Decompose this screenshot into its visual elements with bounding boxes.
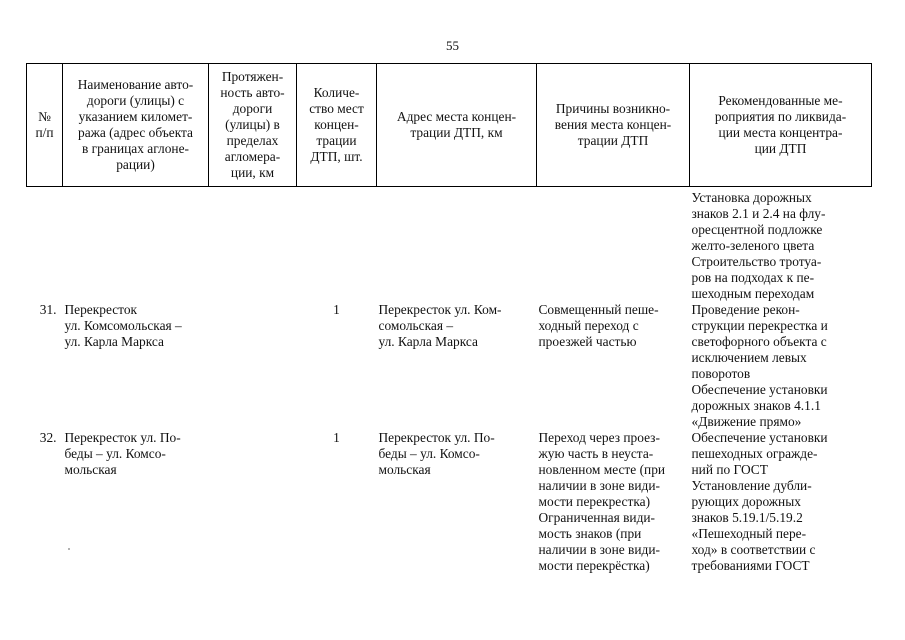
- length-cell: [209, 430, 297, 574]
- header-length: Протяжен- ность авто- дороги (улицы) в пределах агломера- ции, км: [209, 64, 297, 187]
- header-address: Адрес места концен- трации ДТП, км: [377, 64, 537, 187]
- count-cell: 1: [333, 302, 340, 317]
- causes-cell: Переход через проез- жую часть в неуста- новленном месте (при наличии в зоне види- мости перекрестка) Ограниченная види- мость знаков (при наличии в зоне види- мости перекрёстка): [538, 430, 666, 573]
- row-number: 31.: [39, 302, 57, 317]
- count-cell: 1: [333, 430, 340, 445]
- table-row-continuation: [27, 187, 872, 303]
- road-name-cell: Перекресток ул. По- беды – ул. Комсо- мольская: [64, 430, 181, 477]
- table-header-row: [27, 64, 872, 187]
- address-cell: Перекресток ул. По- беды – ул. Комсо- мольская: [378, 430, 495, 477]
- address-cell: Перекресток ул. Ком- сомольская – ул. Карла Маркса: [378, 302, 502, 349]
- row-number: 32.: [39, 430, 57, 445]
- header-num: № п/п: [27, 64, 63, 187]
- dtp-table: [26, 63, 872, 574]
- table-row: [27, 430, 872, 574]
- measures-cell: Обеспечение установки пешеходных огражде- ний по ГОСТ Установление дубли- рующих дорожных знаков 5.19.1/5.19.2 «Пешеходный пере- ход» в соответствии с требованиями ГОСТ: [691, 430, 828, 573]
- header-causes: Причины возникно- вения места концен- трации ДТП: [537, 64, 690, 187]
- road-name-cell: Перекресток ул. Комсомольская – ул. Карла Маркса: [64, 302, 182, 349]
- scan-speck: [68, 548, 70, 550]
- continued-measures-cell: Установка дорожных знаков 2.1 и 2.4 на флу- оресцентной подложке желто-зеленого цвета Строительство тротуа- ров на подходах к пе- шеходным переходам: [691, 190, 826, 301]
- header-count: Количе- ство мест концен- трации ДТП, шт.: [297, 64, 377, 187]
- table-row: [27, 302, 872, 430]
- length-cell: [209, 302, 297, 430]
- header-road-name: Наименование авто- дороги (улицы) с указанием километ- ража (адрес объекта в границах аглоне- рации): [63, 64, 209, 187]
- causes-cell: Совмещенный пеше- ходный переход с проезжей частью: [538, 302, 659, 349]
- measures-cell: Проведение рекон- струкции перекрестка и светофорного объекта с исключением левых поворотов Обеспечение установки дорожных знаков 4.1.1 «Движение прямо»: [691, 302, 828, 429]
- header-measures: Рекомендованные ме- роприятия по ликвида- ции места концентра- ции ДТП: [690, 64, 872, 187]
- page-number: 55: [446, 38, 459, 53]
